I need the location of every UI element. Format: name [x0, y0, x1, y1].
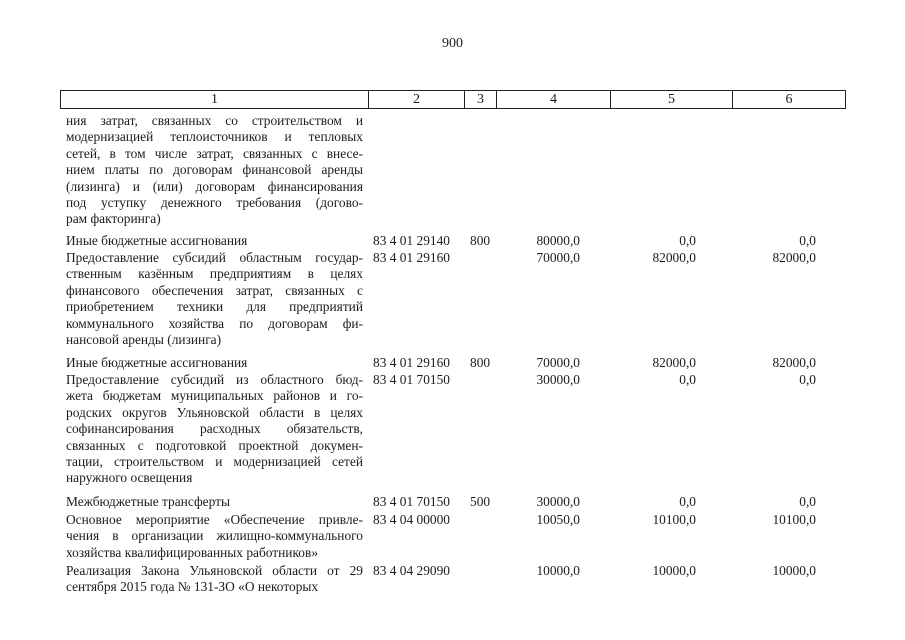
- description-line: приобретением техники для предприятий: [66, 299, 363, 315]
- description-line: тации, строительством и модернизацией сетей: [66, 453, 363, 469]
- row-value-1: 30000,0: [536, 494, 580, 509]
- row-code: 83 4 04 00000: [373, 512, 450, 527]
- row-description: [66, 250, 363, 348]
- row-value-2: 0,0: [679, 233, 696, 248]
- row-description: [66, 113, 363, 228]
- row-value-3: 82000,0: [772, 250, 816, 265]
- row-type: 800: [470, 355, 491, 370]
- row-code: 83 4 04 29090: [373, 563, 450, 578]
- description-line: Основное мероприятие «Обеспечение привле-: [66, 512, 363, 527]
- row-description: [66, 233, 363, 249]
- description-line: (лизинга) и (или) договорам финансирования: [66, 178, 363, 194]
- row-value-3: 0,0: [799, 233, 816, 248]
- description-line: Иные бюджетные ассигнования: [66, 355, 248, 370]
- row-code: 83 4 01 29160: [373, 355, 450, 370]
- table-header: [60, 90, 846, 109]
- header-col-5: 5: [611, 91, 733, 108]
- row-value-1: 80000,0: [536, 233, 580, 248]
- row-value-2: 10000,0: [652, 563, 696, 578]
- description-line: Реализация Закона Ульяновской области от 29: [66, 563, 363, 578]
- row-description: [66, 512, 363, 561]
- row-code: 83 4 01 70150: [373, 494, 450, 509]
- description-line: связанных с подготовкой проектной докумен-: [66, 437, 363, 453]
- row-type: 500: [470, 494, 491, 509]
- description-line: родских округов Ульяновской области в целях: [66, 404, 363, 420]
- description-line: хозяйства квалифицированных работников»: [66, 544, 319, 560]
- row-description: [66, 494, 363, 510]
- description-line: Предоставление субсидий из областного бюд-: [66, 372, 363, 387]
- row-code: 83 4 01 29140: [373, 233, 450, 248]
- row-value-1: 10000,0: [536, 563, 580, 578]
- description-line: Предоставление субсидий областным государ-: [66, 250, 363, 265]
- description-line: финансового обеспечения затрат, связанных с: [66, 282, 363, 298]
- row-value-2: 0,0: [679, 494, 696, 509]
- description-line: коммунального хозяйства по договорам фи-: [66, 315, 363, 331]
- header-col-6: 6: [785, 92, 793, 107]
- page-number: 900: [442, 36, 463, 51]
- header-col-2: 2: [369, 91, 465, 108]
- description-line: под уступку денежного требования (догово-: [66, 194, 363, 210]
- row-description: [66, 563, 363, 596]
- row-code: 83 4 01 70150: [373, 372, 450, 387]
- row-description: [66, 355, 363, 371]
- row-value-3: 82000,0: [772, 355, 816, 370]
- row-value-1: 10050,0: [536, 512, 580, 527]
- description-line: Межбюджетные трансферты: [66, 494, 230, 509]
- description-line: чения в организации жилищно-коммунального: [66, 528, 363, 544]
- description-line: ния затрат, связанных со строительством и: [66, 113, 363, 128]
- row-value-3: 10000,0: [772, 563, 816, 578]
- row-code: 83 4 01 29160: [373, 250, 450, 265]
- header-col-1: 1: [61, 91, 369, 108]
- row-value-2: 82000,0: [652, 355, 696, 370]
- row-description: [66, 372, 363, 487]
- row-value-3: 10100,0: [772, 512, 816, 527]
- description-line: нием платы по договорам финансовой аренды: [66, 162, 363, 178]
- description-line: рам факторинга): [66, 211, 161, 227]
- description-line: модернизацией теплоисточников и тепловых: [66, 129, 363, 145]
- description-line: сентября 2015 года № 131-ЗО «О некоторых: [66, 579, 319, 595]
- header-col-3: 3: [465, 91, 497, 108]
- description-line: нансовой аренды (лизинга): [66, 331, 222, 347]
- row-value-3: 0,0: [799, 494, 816, 509]
- row-type: 800: [470, 233, 491, 248]
- description-line: сетей, в том числе затрат, связанных с внесе-: [66, 145, 363, 161]
- row-value-1: 70000,0: [536, 250, 580, 265]
- description-line: наружного освещения: [66, 470, 193, 486]
- row-value-3: 0,0: [799, 372, 816, 387]
- row-value-2: 0,0: [679, 372, 696, 387]
- row-value-1: 30000,0: [536, 372, 580, 387]
- row-value-2: 82000,0: [652, 250, 696, 265]
- header-col-4: 4: [497, 91, 611, 108]
- row-value-1: 70000,0: [536, 355, 580, 370]
- description-line: ственным казённым предприятиям в целях: [66, 266, 363, 282]
- description-line: софинансирования расходных обязательств,: [66, 421, 363, 437]
- description-line: Иные бюджетные ассигнования: [66, 233, 248, 248]
- description-line: жета бюджетам муниципальных районов и го-: [66, 388, 363, 404]
- row-value-2: 10100,0: [652, 512, 696, 527]
